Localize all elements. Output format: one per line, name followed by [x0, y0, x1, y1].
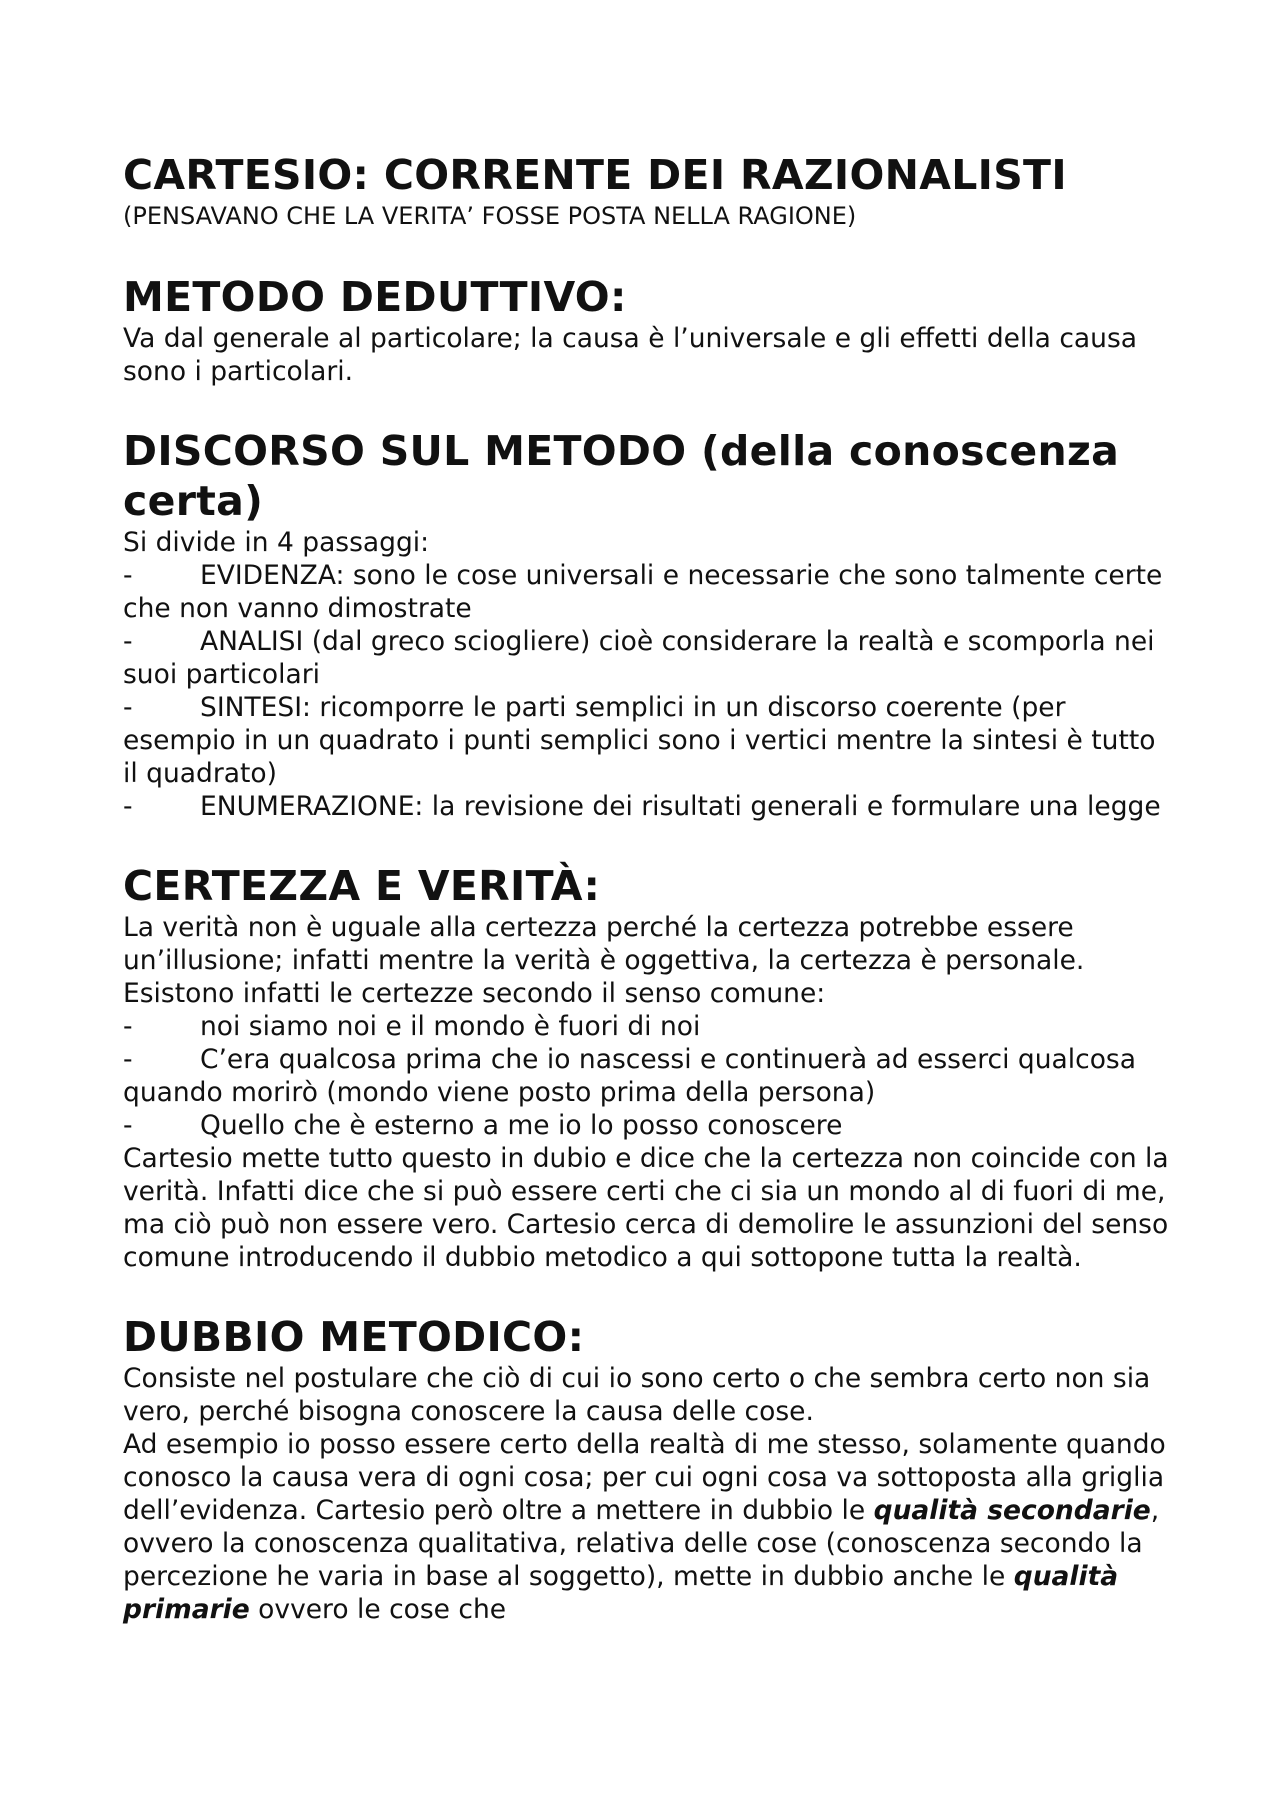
list-dash: - — [123, 1110, 133, 1141]
list-item: - Quello che è esterno a me io lo posso conoscere — [123, 1110, 843, 1141]
list-dash: - — [123, 692, 133, 723]
section-title-discorso: DISCORSO SUL METODO (della conoscenza certa) — [123, 427, 1120, 525]
certezza-intro: La verità non è uguale alla certezza perché la certezza potrebbe essere un’illusione; infatti mentre la verità è oggettiva, la certezza è personale. Esistono infatti le certezze secondo il senso comune: — [123, 912, 1085, 1009]
section-title-cartesio: CARTESIO: CORRENTE DEI RAZIONALISTI — [123, 151, 1067, 199]
emphasis-qualita-primarie: qualità primarie — [123, 1561, 1119, 1625]
section-title-dubbio: DUBBIO METODICO: — [123, 1313, 585, 1361]
list-item: - SINTESI: ricomporre le parti semplici in un discorso coerente (per esempio in un quadrato i punti semplici sono i vertici mentre la sintesi è tutto il quadrato) — [123, 692, 1156, 789]
document-page — [123, 150, 1173, 1626]
list-dash: - — [123, 791, 133, 822]
section-title-metodo-deduttivo: METODO DEDUTTIVO: — [123, 273, 627, 321]
list-dash: - — [123, 1044, 133, 1075]
list-dash: - — [123, 1011, 133, 1042]
list-dash: - — [123, 626, 133, 657]
section-subtitle-cartesio: (PENSAVANO CHE LA VERITA’ FOSSE POSTA NELLA RAGIONE) — [123, 202, 857, 230]
list-item: - EVIDENZA: sono le cose universali e necessarie che sono talmente certe che non vanno dimostrate — [123, 560, 1163, 624]
discorso-intro: Si divide in 4 passaggi: — [123, 527, 430, 558]
list-item: - ENUMERAZIONE: la revisione dei risultati generali e formulare una legge — [123, 791, 1161, 822]
certezza-list — [123, 1010, 1173, 1142]
dubbio-paragraph-1: Consiste nel postulare che ciò di cui io sono certo o che sembra certo non sia vero, perché bisogna conoscere la causa delle cose. — [123, 1363, 1151, 1427]
list-item: - ANALISI (dal greco sciogliere) cioè considerare la realtà e scomporla nei suoi particolari — [123, 626, 1155, 690]
section-title-certezza: CERTEZZA E VERITÀ: — [123, 862, 601, 910]
dubbio-paragraph-2: Ad esempio io posso essere certo della realtà di me stesso, solamente quando conosco la causa vera di ogni cosa; per cui ogni cosa va sottoposta alla griglia dell’evidenza. Cartesio però oltre a mettere in dubbio le qualità secondarie, ovvero la conoscenza qualitativa, relativa delle cose (conoscenza secondo la percezione he varia in base al soggetto), mette in dubbio anche le qualità primarie ovvero le cose che — [123, 1429, 1166, 1625]
list-item: - noi siamo noi e il mondo è fuori di noi — [123, 1011, 701, 1042]
list-item: - C’era qualcosa prima che io nascessi e continuerà ad esserci qualcosa quando morirò (mondo viene posto prima della persona) — [123, 1044, 1136, 1108]
certezza-outro: Cartesio mette tutto questo in dubio e dice che la certezza non coincide con la verità. Infatti dice che si può essere certi che ci sia un mondo al di fuori di me, ma ciò può non essere vero. Cartesio cerca di demolire le assunzioni del senso comune introducendo il dubbio metodico a qui sottopone tutta la realtà. — [123, 1143, 1169, 1273]
emphasis-qualita-secondarie: qualità secondarie — [873, 1495, 1151, 1526]
metodo-deduttivo-body: Va dal generale al particolare; la causa è l’universale e gli effetti della causa sono i particolari. — [123, 323, 1137, 387]
discorso-list — [123, 559, 1173, 823]
list-dash: - — [123, 560, 133, 591]
